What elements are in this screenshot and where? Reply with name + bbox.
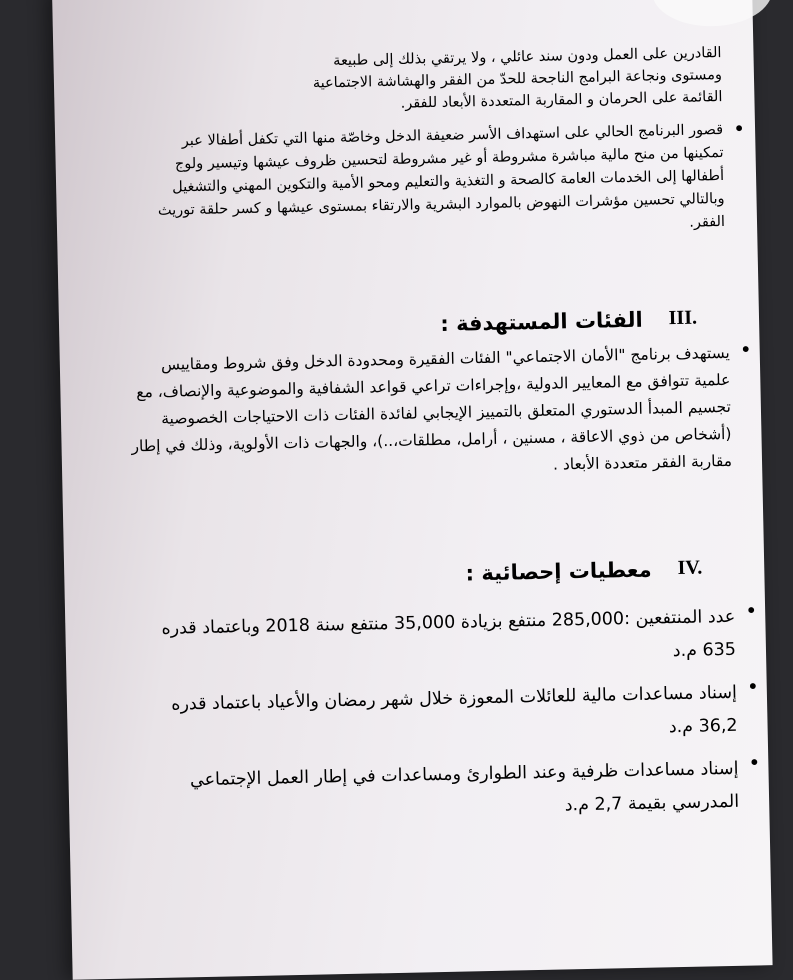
statistics-bullet: • إسناد مساعدات مالية للعائلات المعوزة خلال شهر رمضان والأعياد باعتماد قدره 36,2 م.د: [137, 677, 738, 756]
weakness-list: [143, 119, 747, 247]
target-groups-bullet: • يستهدف برنامج "الأمان الاجتماعي" الفئات الفقيرة ومحدودة الدخل وفق شروط ومقاييس علمية تتوافق مع المعايير الدولية ،وإجراءات تراعي قواعد الشفافية والموضوعية والإنصاف، مع تجسيم المبدأ الدستوري المتعلق بالتمييز الإيجابي لفائدة الفئات ذات الاحتياجات الخصوصية (أشخاص من ذوي الاعاقة ، مسنين ، أرامل، مطلقات،..)، والجهات ذات الأولوية، وذلك في إطار مقاربة الفقر متعددة الأبعاد .: [130, 340, 733, 488]
light-glare: [651, 0, 772, 27]
intro-line: القائمة على الحرمان و المقاربة المتعددة الأبعاد للفقر.: [400, 88, 723, 112]
section-3-heading: [440, 307, 697, 336]
section-number: III.: [668, 306, 698, 330]
statistics-bullet: • إسناد مساعدات ظرفية وعند الطوارئ ومساعدات في إطار العمل الإجتماعي المدرسي بقيمة 2,7 م.د: [138, 753, 739, 832]
statistics-bullet: • عدد المنتفعين :285,000 منتفع بزيادة 35,000 منتفع سنة 2018 وباعتماد قدره 635 م.د: [135, 601, 736, 680]
statistics-list: [135, 600, 762, 841]
paper-page: [52, 0, 773, 980]
section-title: الفئات المستهدفة :: [440, 307, 643, 336]
weakness-bullet: • قصور البرنامج الحالي على استهداف الأسر ضعيفة الدخل وخاصّة منها التي تكفل أطفالا عبر تمكينها من منح مالية مباشرة مشروطة أو غير مشروطة لتحسين ظروف عيشها وتيسير ولوج أطفالها إلى الخدمات العامة كالصحة و التغذية والتعليم ومحو الأمية والتكوين المهني والتشغيل وبالتالي تحسين مؤشرات النهوض بالموارد البشرية والارتقاء بمستوى عيشها و كسر حلقة توريث الفقر.: [143, 119, 725, 246]
intro-line: القادرين على العمل ودون سند عائلي ، ولا يرتقي بذلك إلى طبيعة: [333, 44, 722, 70]
intro-paragraph: [161, 42, 722, 120]
intro-line: ومستوى ونجاعة البرامج الناجحة للحدّ من الفقر والهشاشة الاجتماعية: [312, 66, 723, 92]
section-title: معطيات إحصائية :: [465, 557, 652, 586]
section-number: IV.: [677, 556, 703, 580]
target-groups-list: [130, 339, 755, 487]
section-4-heading: [465, 557, 702, 586]
